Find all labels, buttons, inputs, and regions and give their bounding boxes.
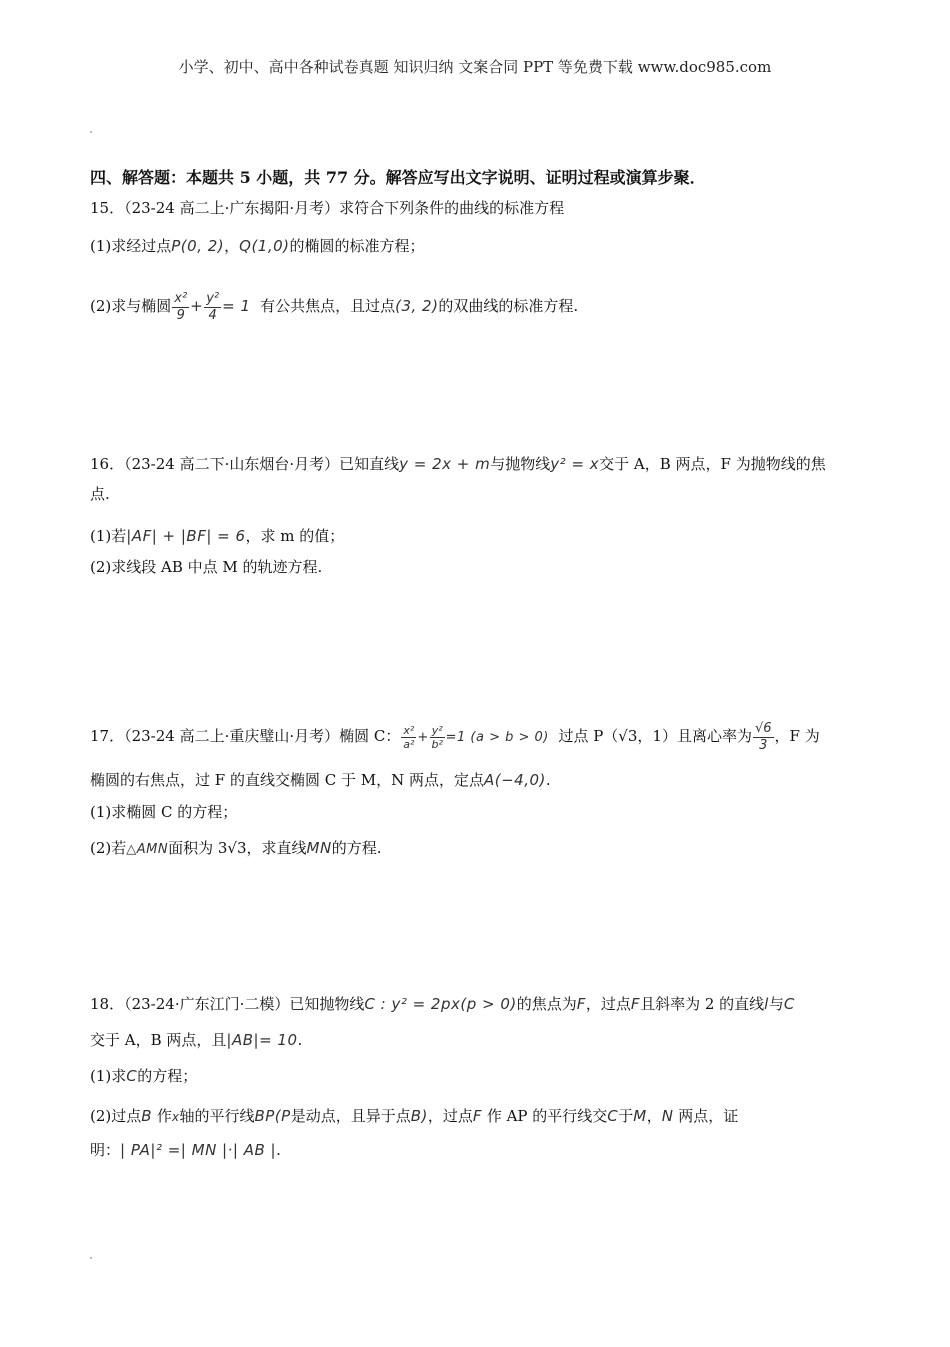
equals-one: = 1 (222, 297, 251, 315)
q18-part2 (90, 1106, 738, 1127)
text: 与抛物线 (490, 455, 551, 473)
text: 且斜率为 2 的直线 (640, 995, 765, 1013)
text: 的双曲线的标准方程. (438, 297, 579, 315)
page-header: 小学、初中、高中各种试卷真题 知识归纳 文案合同 PPT 等免费下载 www.doc985.com (178, 58, 772, 76)
chord-length: |AB|= 10 (226, 1031, 298, 1049)
numerator: y² (431, 723, 443, 737)
point-a: A(−4,0) (483, 771, 546, 789)
q18-part1 (90, 1066, 197, 1086)
text: 两点，证 (678, 1107, 739, 1125)
text: . (297, 1031, 303, 1049)
margin-dot (90, 131, 92, 133)
parabola-equation: C : y² = 2px(p > 0) (364, 995, 517, 1013)
text: . (545, 771, 551, 789)
text: 交于 A，B 两点，且 (90, 1031, 227, 1049)
numerator: √6 (754, 720, 772, 736)
q15-part1 (90, 236, 425, 256)
point-q: Q(1,0) (239, 237, 290, 255)
curve-c: C (607, 1107, 619, 1125)
text: 面积为 3√3，求直线 (168, 839, 307, 857)
q18-stem-cont (90, 1030, 302, 1050)
text: ，过点 (585, 995, 631, 1013)
text: 轴的平行线 (179, 1107, 255, 1125)
denominator: 9 (176, 307, 185, 323)
text: ， (646, 1107, 662, 1125)
focus-f: F (630, 995, 641, 1013)
text: 的焦点为 (516, 995, 577, 1013)
denominator: 3 (759, 737, 768, 753)
text: 16．（23-24 高二下·山东烟台·月考）已知直线 (90, 455, 400, 473)
text: ，求 m 的值； (245, 527, 345, 545)
plus-sign: + (190, 297, 204, 315)
text: 有公共焦点，且过点 (260, 297, 396, 315)
text: 的方程； (137, 1067, 198, 1085)
point-m: M (633, 1107, 647, 1125)
curve-c: C (783, 995, 795, 1013)
curve-c: C (126, 1067, 138, 1085)
fraction-x2-9 (172, 291, 189, 324)
plus-sign: + (417, 730, 429, 745)
q16-part1 (90, 526, 344, 546)
text: 椭圆的右焦点，过 F 的直线交椭圆 C 于 M，N 两点，定点 (90, 771, 484, 789)
fraction-y2-b2 (430, 724, 445, 751)
q16-part2: (2)求线段 AB 中点 M 的轨迹方程. (90, 558, 323, 576)
parabola-equation: y² = x (550, 455, 600, 473)
text: 过点 P（√3，1）且离心率为 (558, 727, 752, 745)
text: (1)若 (90, 527, 127, 545)
text: ，F 为 (774, 727, 820, 745)
denominator: 4 (208, 307, 217, 323)
triangle-amn: △AMN (126, 842, 169, 857)
x-axis-var: x (171, 1110, 180, 1124)
q15-part2 (90, 284, 578, 328)
q17-stem-cont (90, 770, 551, 790)
text: (2)若 (90, 839, 127, 857)
q16-stem (90, 454, 826, 474)
section-title: 四、解答题：本题共 5 小题，共 77 分。解答应写出文字说明、证明过程或演算步聚． (90, 168, 706, 187)
line-l: l (764, 995, 769, 1013)
text: 明： (90, 1141, 121, 1159)
text: 18．（23-24·广东江门·二模）已知抛物线 (90, 995, 365, 1013)
text: ，过点 (427, 1107, 473, 1125)
text: . (276, 1141, 281, 1159)
q17-part1: (1)求椭圆 C 的方程； (90, 803, 238, 821)
line-equation: y = 2x + m (399, 455, 491, 473)
numerator: x² (174, 290, 188, 306)
focus-f: F (576, 995, 586, 1013)
point-b: B) (410, 1107, 428, 1125)
q16-stem-cont: 点. (90, 485, 110, 503)
text: (2)求与椭圆 (90, 297, 172, 315)
numerator: x² (403, 723, 415, 737)
text: 与 (768, 995, 784, 1013)
numerator: y² (206, 290, 220, 306)
fraction-sqrt6-3 (753, 721, 774, 754)
focus-f: F (472, 1107, 483, 1125)
text: 的椭圆的标准方程； (289, 237, 425, 255)
q17-stem (90, 712, 820, 762)
denominator: a² (403, 737, 415, 751)
point-n: N (661, 1107, 674, 1125)
point-p: P(0, 2) (171, 237, 225, 255)
text: 是动点，且异于点 (290, 1107, 411, 1125)
fraction-y2-4 (204, 291, 221, 324)
text: 交于 A，B 两点，F 为抛物线的焦 (599, 455, 826, 473)
ellipse-condition: =1 (a > b > 0) (445, 730, 549, 745)
q18-stem (90, 994, 795, 1014)
text: 作 AP 的平行线交 (486, 1107, 608, 1125)
line-mn: MN (306, 839, 332, 857)
point-b: B (141, 1107, 153, 1125)
q15-stem: 15．（23-24 高二上·广东揭阳·月考）求符合下列条件的曲线的标准方程 (90, 199, 565, 217)
margin-dot (90, 1257, 92, 1259)
point-3-2: (3, 2) (395, 297, 439, 315)
q18-part2-cont (90, 1140, 281, 1160)
text: (2)过点 (90, 1107, 142, 1125)
focal-sum-equation: |AF| + |BF| = 6 (126, 527, 246, 545)
proof-equation: | PA|² =| MN |·| AB | (120, 1141, 277, 1159)
denominator: b² (431, 737, 443, 751)
text: 于 (618, 1107, 634, 1125)
q17-part2 (90, 838, 381, 860)
text: 作 (156, 1107, 172, 1125)
text: 17．（23-24 高二上·重庆璧山·月考）椭圆 C： (90, 727, 401, 745)
text: 的方程. (331, 839, 382, 857)
line-bp: BP(P (254, 1107, 291, 1125)
fraction-x2-a2 (401, 724, 416, 751)
text: (1)求经过点 (90, 237, 172, 255)
text: (1)求 (90, 1067, 127, 1085)
text: ， (224, 237, 240, 255)
